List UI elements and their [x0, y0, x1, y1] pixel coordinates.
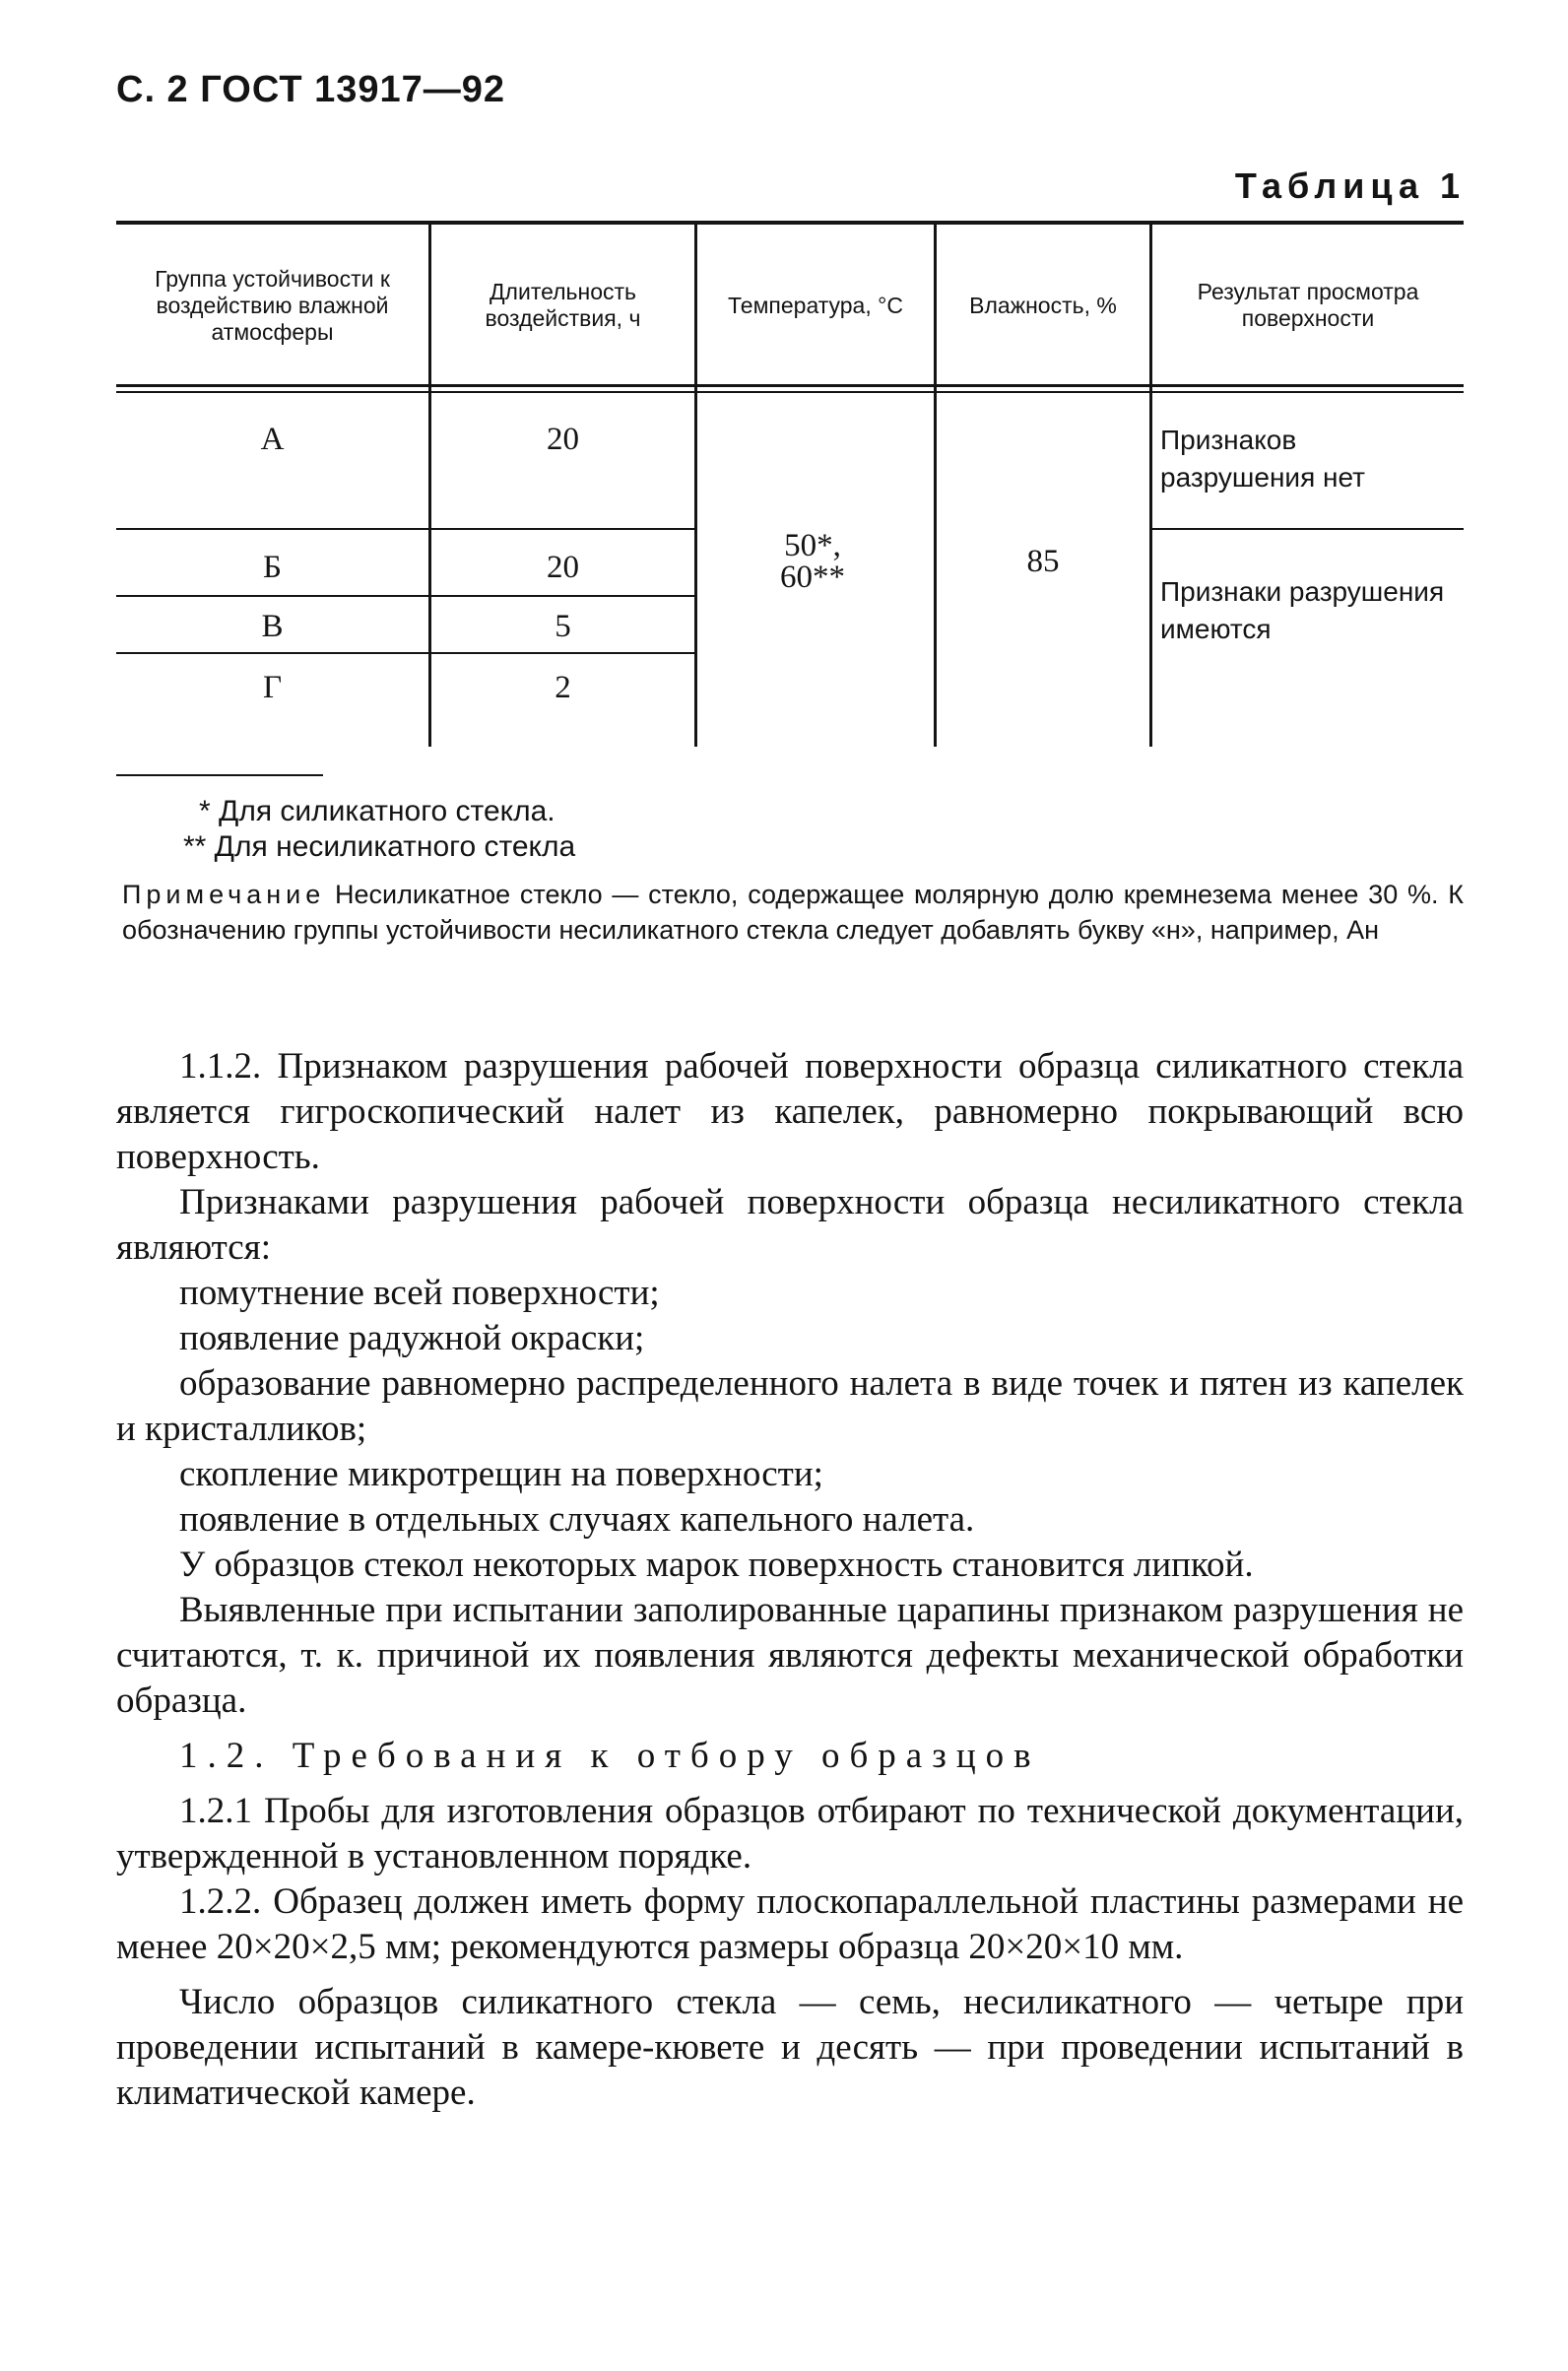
body-text [116, 1044, 1464, 2116]
humidity-cell: 85 [1026, 544, 1060, 579]
list-item: образование равномерно распределенного налета в виде точек и пятен из капелек и кристалликов; [116, 1363, 1464, 1449]
paragraph: Число образцов силикатного стекла — семь, несиликатного — четыре при проведении испытаний в камере-кювете и десять — при проведении испытаний в климатической камере. [116, 1982, 1464, 2113]
duration-cell: 20 [547, 550, 579, 585]
duration-cell: 2 [555, 670, 571, 705]
col-header-humidity: Влажность, % [969, 292, 1117, 318]
group-cell: В [261, 609, 284, 644]
group-cell: Б [263, 550, 282, 585]
page-header: С. 2 ГОСТ 13917—92 [116, 69, 506, 110]
result-cell: Признаки разрушения имеются [1160, 576, 1445, 644]
col-header-result: Результат просмотра поверхности [1197, 279, 1419, 331]
col-header-group: Группа устойчивости к воздействию влажной атмосферы [155, 265, 390, 345]
list-item: появление в отдельных случаях капельного налета. [179, 1499, 975, 1540]
col-header-temperature: Температура, °С [728, 292, 903, 318]
header-rule [116, 384, 1464, 387]
duration-cell: 20 [547, 422, 579, 457]
result-cell: Признаков разрушения нет [1160, 425, 1365, 493]
list-item: помутнение всей поверхности; [179, 1273, 660, 1313]
table-top-rule [116, 221, 1464, 225]
footnote-rule [116, 774, 323, 776]
note-text: Несиликатное стекло — стекло, содержащее молярную долю кремнезема менее 30 %. К обозначению группы устойчивости несиликатного стекла следует добавлять букву «н», например, Ан [122, 880, 1464, 945]
section-heading: 1.2. Требования к отбору образцов [179, 1736, 1041, 1776]
paragraph: У образцов стекол некоторых марок поверхность становится липкой. [179, 1545, 1254, 1585]
header-rule-double [116, 391, 1464, 393]
result-divider [1149, 528, 1464, 530]
row-divider-1 [116, 528, 694, 530]
paragraph: 1.2.2. Образец должен иметь форму плоскопараллельной пластины размерами не менее 20×20×2,5 мм; рекомендуются размеры образца 20×20×10 мм. [116, 1881, 1464, 1967]
paragraph: 1.1.2. Признаком разрушения рабочей поверхности образца силикатного стекла является гигроскопический налет из капелек, равномерно покрывающий всю поверхность. [116, 1046, 1464, 1177]
list-item: появление радужной окраски; [179, 1318, 645, 1358]
temperature-cell: 50*, 60** [780, 528, 845, 595]
row-divider-3 [116, 652, 694, 654]
table-note [122, 877, 1464, 948]
table-caption: Таблица 1 [1234, 165, 1466, 206]
duration-cell: 5 [555, 609, 571, 644]
col-header-duration: Длительность воздействия, ч [485, 279, 641, 331]
group-cell: Г [262, 670, 283, 705]
paragraph: Признаками разрушения рабочей поверхности образца несиликатного стекла являются: [116, 1182, 1464, 1268]
row-divider-2 [116, 595, 694, 597]
footnote-1: * Для силикатного стекла. [199, 795, 555, 827]
group-cell: А [260, 422, 285, 457]
list-item: скопление микротрещин на поверхности; [179, 1454, 823, 1494]
note-label: Примечание [122, 880, 326, 909]
paragraph: Выявленные при испытании заполированные царапины признаком разрушения не считаются, т. к. причиной их появления являются дефекты механической обработки образца. [116, 1590, 1464, 1721]
paragraph: 1.2.1 Пробы для изготовления образцов отбирают по технической документации, утвержденной в установленном порядке. [116, 1791, 1464, 1877]
footnote-2: ** Для несиликатного стекла [183, 830, 576, 863]
